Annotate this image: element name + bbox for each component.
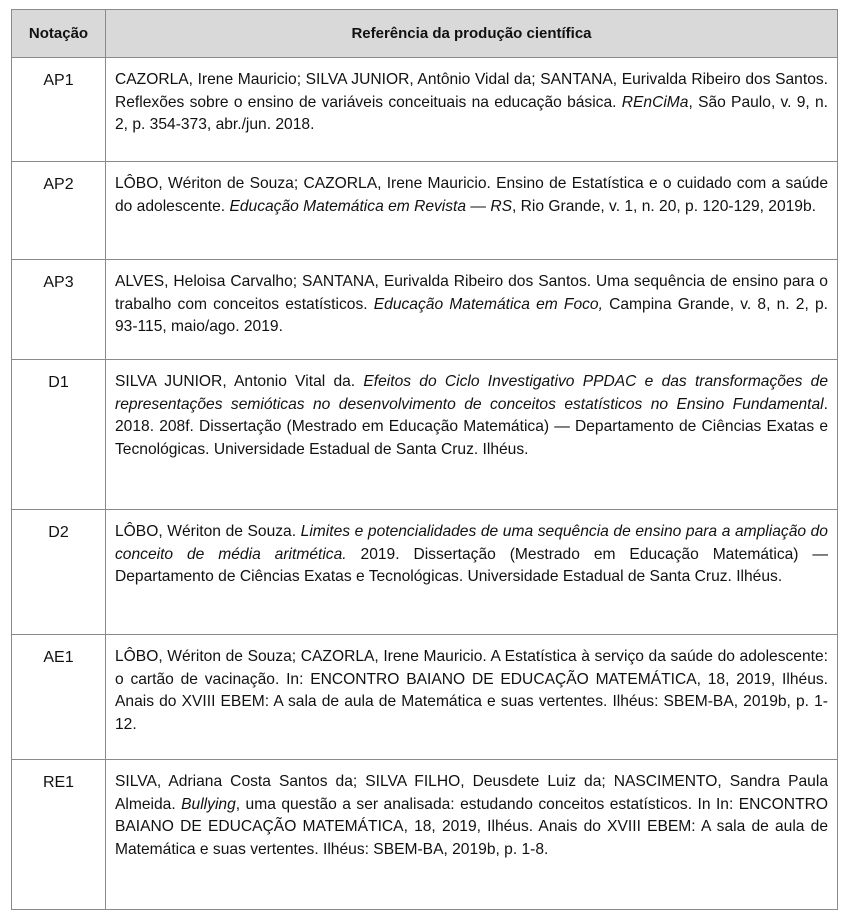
header-reference: Referência da produção científica (106, 10, 838, 58)
row-reference (106, 635, 838, 760)
header-row (12, 10, 838, 58)
reference-text: LÔBO, Wériton de Souza; CAZORLA, Irene Mauricio. Ensino de Estatística e o cuidado com a saúde do adolescente. (115, 175, 828, 215)
row-reference (106, 360, 838, 510)
row-reference (106, 260, 838, 360)
table-row (12, 260, 838, 360)
reference-text-end: Campina Grande, v. 8, n. 2, p. 93-115, maio/ago. 2019. (115, 295, 828, 336)
reference-italic: Efeitos do Ciclo Investigativo PPDAC e das transformações de representações semióticas no desenvolvimento de conceitos estatísticos no Ensino Fundamental (115, 373, 829, 413)
table-row (12, 58, 838, 162)
row-code: D2 (12, 510, 106, 635)
row-code: AE1 (12, 635, 106, 760)
table-row (12, 760, 838, 910)
reference-text-end: 2019. Dissertação (Mestrado em Educação Matemática) — Departamento de Ciências Exatas e Tecnológicas. Universidade Estadual de Santa Cruz. Ilhéus. (115, 545, 828, 586)
reference-italic: Educação Matemática em Revista — RS (229, 197, 512, 215)
row-code: AP2 (12, 162, 106, 260)
reference-italic: Limites e potencialidades de uma sequência de ensino para a ampliação do conceito de média aritmética. (115, 523, 828, 563)
references-table (11, 9, 838, 910)
row-code: AP3 (12, 260, 106, 360)
row-code: RE1 (12, 760, 106, 910)
table-row (12, 162, 838, 260)
reference-text-end: , uma questão a ser analisada: estudando conceitos estatísticos. In In: ENCONTRO BAIANO DE EDUCAÇÃO MATEMÁTICA, 18, 2019, Ilhéus. Anais do XVIII EBEM: A sala de aula de Matemática e suas vertentes. Ilhéus: SBEM-BA, 2019b, p. 1-8. (115, 795, 828, 858)
reference-italic: REnCiMa (621, 93, 689, 111)
table-row (12, 360, 838, 510)
row-code: D1 (12, 360, 106, 510)
reference-text: LÔBO, Wériton de Souza; CAZORLA, Irene Mauricio. A Estatística à serviço da saúde do adolescente: o cartão de vacinação. In: ENCONTRO BAIANO DE EDUCAÇÃO MATEMÁTICA, 18, 2019, Ilhéus. Anais do XVIII EBEM: A sala de aula de Matemática e suas vertentes. Ilhéus: SBEM-BA, 2019b, p. 1-12. (115, 648, 828, 733)
reference-text: SILVA, Adriana Costa Santos da; SILVA FILHO, Deusdete Luiz da; NASCIMENTO, Sandra Paula Almeida. (115, 773, 828, 813)
table-row (12, 635, 838, 760)
reference-text: ALVES, Heloisa Carvalho; SANTANA, Eurivalda Ribeiro dos Santos. Uma sequência de ensino para o trabalho com conceitos estatísticos. (115, 273, 828, 313)
reference-text: SILVA JUNIOR, Antonio Vital da. (115, 373, 364, 390)
row-reference (106, 510, 838, 635)
row-code: AP1 (12, 58, 106, 162)
reference-text-end: , Rio Grande, v. 1, n. 20, p. 120-129, 2019b. (511, 197, 816, 215)
row-reference (106, 162, 838, 260)
row-reference (106, 58, 838, 162)
row-reference (106, 760, 838, 910)
reference-italic: Educação Matemática em Foco, (373, 295, 603, 313)
reference-text-end: . 2018. 208f. Dissertação (Mestrado em Educação Matemática) — Departamento de Ciências Exatas e Tecnológicas. Universidade Estadual de Santa Cruz. Ilhéus. (115, 395, 828, 458)
table-row (12, 510, 838, 635)
reference-text: CAZORLA, Irene Mauricio; SILVA JUNIOR, Antônio Vidal da; SANTANA, Eurivalda Ribeiro dos Santos. Reflexões sobre o ensino de variáveis conceituais na educação básica. (115, 71, 828, 111)
header-notation: Notação (12, 10, 106, 58)
reference-italic: Bullying (181, 795, 236, 813)
reference-text: LÔBO, Wériton de Souza. (115, 523, 301, 540)
reference-text-end: , São Paulo, v. 9, n. 2, p. 354-373, abr./jun. 2018. (115, 93, 829, 134)
